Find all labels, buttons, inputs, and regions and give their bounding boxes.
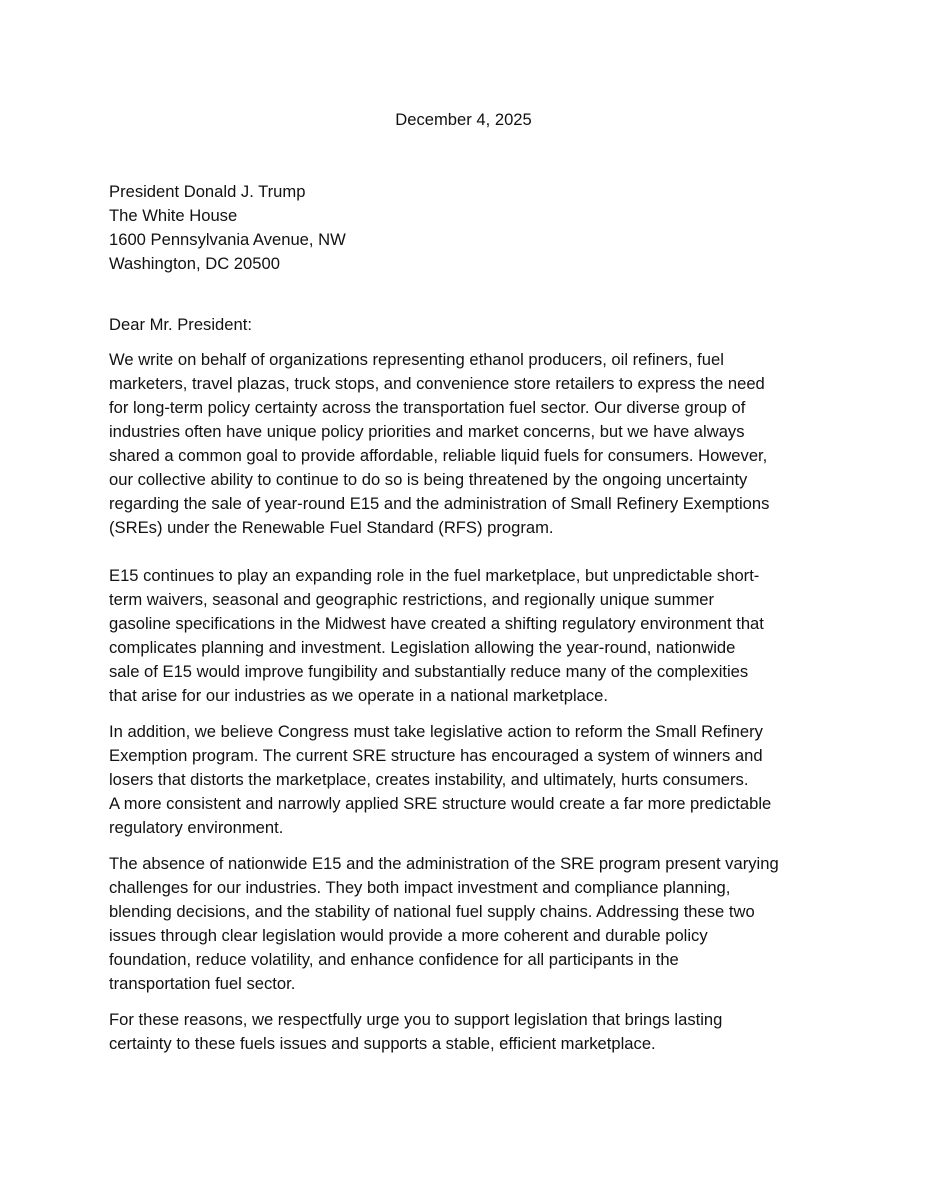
paragraph-line: losers that distorts the marketplace, creates instability, and ultimately, hurts consumers.	[109, 770, 749, 789]
paragraph-line: (SREs) under the Renewable Fuel Standard (RFS) program.	[109, 518, 554, 537]
paragraph-line: blending decisions, and the stability of national fuel supply chains. Addressing these two	[109, 902, 755, 921]
paragraph-line: shared a common goal to provide affordable, reliable liquid fuels for consumers. However,	[109, 446, 768, 465]
paragraph-line: challenges for our industries. They both impact investment and compliance planning,	[109, 878, 731, 897]
paragraph-line: gasoline specifications in the Midwest have created a shifting regulatory environment that	[109, 614, 764, 633]
paragraph-line: complicates planning and investment. Legislation allowing the year-round, nationwide	[109, 638, 736, 657]
address-line: 1600 Pennsylvania Avenue, NW	[109, 230, 346, 249]
paragraph-line: E15 continues to play an expanding role in the fuel marketplace, but unpredictable short-	[109, 566, 760, 585]
letter-date: December 4, 2025	[395, 110, 532, 129]
paragraph-line: The absence of nationwide E15 and the administration of the SRE program present varying	[109, 854, 779, 873]
paragraph-line: marketers, travel plazas, truck stops, and convenience store retailers to express the need	[109, 374, 765, 393]
paragraph-line: foundation, reduce volatility, and enhance confidence for all participants in the	[109, 950, 679, 969]
paragraph-line: for long-term policy certainty across the transportation fuel sector. Our diverse group of	[109, 398, 746, 417]
paragraph-line: industries often have unique policy priorities and market concerns, but we have always	[109, 422, 745, 441]
paragraph-line: We write on behalf of organizations representing ethanol producers, oil refiners, fuel	[109, 350, 724, 369]
salutation: Dear Mr. President:	[109, 315, 252, 334]
paragraph-line: certainty to these fuels issues and supports a stable, efficient marketplace.	[109, 1034, 656, 1053]
paragraph-line: regarding the sale of year-round E15 and the administration of Small Refinery Exemptions	[109, 494, 770, 513]
paragraph-line: issues through clear legislation would provide a more coherent and durable policy	[109, 926, 708, 945]
address-line: The White House	[109, 206, 238, 225]
paragraph-line: sale of E15 would improve fungibility and substantially reduce many of the complexities	[109, 662, 749, 681]
address-line: Washington, DC 20500	[109, 254, 280, 273]
body-paragraph	[109, 564, 829, 708]
paragraph-line: that arise for our industries as we operate in a national marketplace.	[109, 686, 609, 705]
paragraph-line: regulatory environment.	[109, 818, 284, 837]
body-paragraph	[109, 1008, 829, 1056]
paragraph-line: For these reasons, we respectfully urge you to support legislation that brings lasting	[109, 1010, 723, 1029]
address-line: President Donald J. Trump	[109, 182, 306, 201]
body-paragraph	[109, 720, 829, 840]
paragraph-line: our collective ability to continue to do so is being threatened by the ongoing uncertainty	[109, 470, 748, 489]
body-paragraph	[109, 348, 829, 540]
recipient-address	[109, 180, 829, 276]
paragraph-line: Exemption program. The current SRE structure has encouraged a system of winners and	[109, 746, 763, 765]
paragraph-line: transportation fuel sector.	[109, 974, 296, 993]
paragraph-line: A more consistent and narrowly applied SRE structure would create a far more predictable	[109, 794, 772, 813]
body-paragraph	[109, 852, 829, 996]
paragraph-line: In addition, we believe Congress must take legislative action to reform the Small Refinery	[109, 722, 763, 741]
paragraph-line: term waivers, seasonal and geographic restrictions, and regionally unique summer	[109, 590, 715, 609]
